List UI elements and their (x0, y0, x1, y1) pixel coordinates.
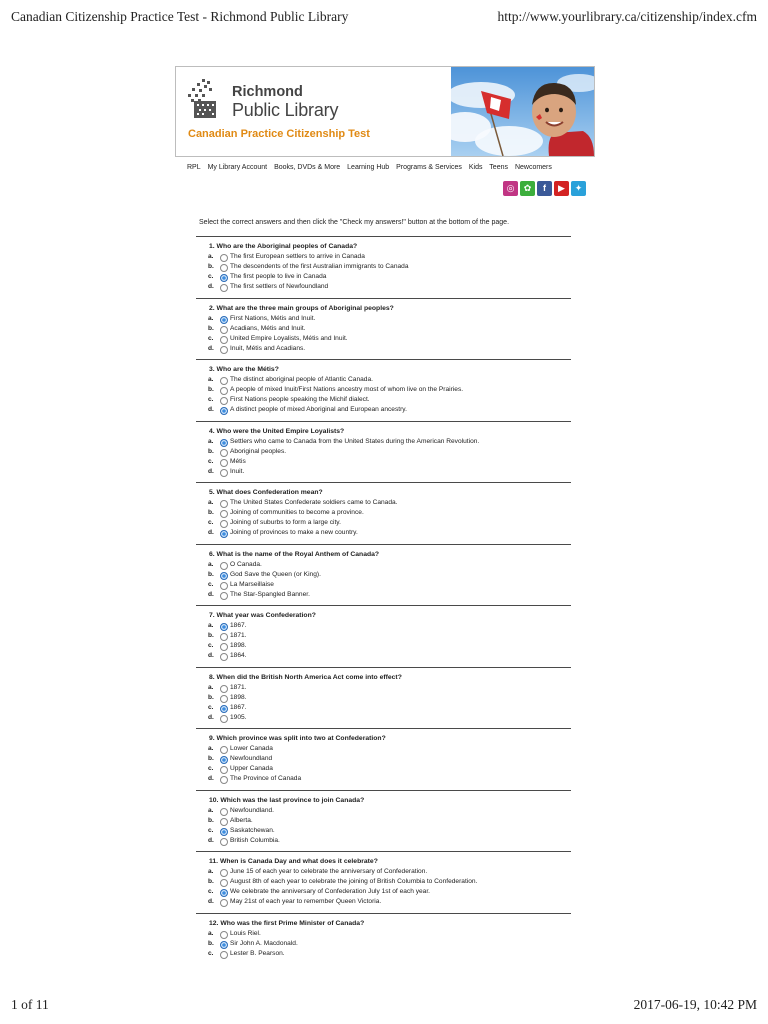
option-letter: a. (208, 683, 214, 691)
radio-button[interactable] (220, 254, 228, 262)
option-text: Aboriginal peoples. (230, 447, 287, 455)
print-header (11, 9, 757, 27)
radio-button[interactable] (220, 633, 228, 641)
question-block (196, 667, 571, 729)
answer-option[interactable] (196, 345, 571, 355)
radio-button[interactable] (220, 346, 228, 354)
question-text: 8. When did the British North America Act come into effect? (209, 673, 402, 681)
answer-option[interactable] (196, 827, 571, 837)
option-letter: b. (208, 632, 214, 639)
print-page-title: Canadian Citizenship Practice Test - Richmond Public Library (11, 9, 349, 24)
radio-button[interactable] (220, 746, 228, 754)
question-block (196, 913, 571, 975)
answer-option[interactable] (196, 755, 571, 765)
option-text: June 15 of each year to celebrate the anniversary of Confederation. (230, 868, 428, 875)
radio-button[interactable] (220, 643, 228, 651)
print-datetime: 2017-06-19, 10:42 PM (633, 997, 757, 1012)
option-text: We celebrate the anniversary of Confederation July 1st of each year. (230, 888, 431, 895)
radio-button[interactable] (220, 397, 228, 405)
question-block (196, 482, 571, 544)
option-letter: d. (208, 652, 214, 659)
radio-button[interactable] (220, 562, 228, 570)
option-letter: a. (208, 745, 214, 752)
answer-option[interactable] (196, 817, 571, 827)
option-letter: a. (208, 560, 214, 568)
wechat-icon[interactable]: ✿ (520, 181, 535, 196)
option-text: Acadians, Métis and Inuit. (230, 324, 306, 332)
option-text: 1898. (230, 693, 247, 701)
option-letter: c. (208, 888, 214, 895)
option-letter: b. (208, 447, 214, 455)
answer-option[interactable] (196, 930, 571, 940)
option-letter: c. (208, 642, 214, 649)
answer-option[interactable] (196, 263, 571, 273)
option-letter: b. (208, 570, 214, 578)
radio-button[interactable] (220, 284, 228, 292)
option-letter: c. (208, 765, 214, 772)
option-text: The first settlers of Newfoundland (230, 283, 329, 290)
option-text: Settlers who came to Canada from the United States during the American Revolution. (230, 437, 480, 445)
option-letter: b. (208, 263, 214, 270)
radio-button[interactable] (220, 459, 228, 467)
answer-option[interactable] (196, 581, 571, 591)
option-letter: a. (208, 499, 214, 506)
answer-option[interactable] (196, 519, 571, 529)
radio-button-selected[interactable] (220, 705, 228, 713)
radio-button-selected[interactable] (220, 941, 228, 949)
nav-item-programs-services[interactable]: Programs & Services (396, 164, 462, 171)
option-text: The United States Confederate soldiers came to Canada. (230, 499, 398, 506)
social-media-links (503, 181, 588, 198)
radio-button[interactable] (220, 818, 228, 826)
answer-option[interactable] (196, 376, 571, 386)
option-text: August 8th of each year to celebrate the joining of British Columbia to Confederation. (230, 878, 478, 885)
banner-photo-child-with-flag (451, 67, 594, 156)
question-text: 5. What does Confederation mean? (209, 489, 323, 496)
question-text: 11. When is Canada Day and what does it celebrate? (209, 858, 378, 865)
option-letter: c. (208, 396, 214, 403)
option-letter: b. (208, 755, 214, 762)
answer-option[interactable] (196, 325, 571, 335)
answer-option[interactable] (196, 684, 571, 694)
radio-button[interactable] (220, 838, 228, 846)
question-block (196, 298, 571, 360)
main-navigation (187, 164, 577, 176)
question-text: 3. Who are the Métis? (209, 366, 279, 373)
option-letter: b. (208, 386, 214, 393)
option-letter: b. (208, 324, 214, 332)
radio-button[interactable] (220, 776, 228, 784)
radio-button[interactable] (220, 510, 228, 518)
radio-button[interactable] (220, 336, 228, 344)
radio-button-selected[interactable] (220, 572, 228, 580)
option-text: The distinct aboriginal people of Atlantic Canada. (230, 376, 373, 383)
answer-option[interactable] (196, 529, 571, 539)
option-text: Newfoundland (230, 755, 273, 762)
radio-button[interactable] (220, 685, 228, 693)
question-text: 9. Which province was split into two at Confederation? (209, 735, 386, 742)
radio-button[interactable] (220, 326, 228, 334)
radio-button[interactable] (220, 951, 228, 959)
answer-option[interactable] (196, 807, 571, 817)
option-text: 1867. (230, 622, 247, 629)
instagram-icon[interactable]: ◎ (503, 181, 518, 196)
option-letter: d. (208, 713, 214, 721)
answer-option[interactable] (196, 878, 571, 888)
radio-button-selected[interactable] (220, 756, 228, 764)
radio-button[interactable] (220, 695, 228, 703)
option-text: United Empire Loyalists, Métis and Inuit. (230, 334, 348, 342)
option-text: Alberta. (230, 816, 253, 824)
question-text: 10. Which was the last province to join Canada? (209, 796, 365, 804)
radio-button-selected[interactable] (220, 828, 228, 836)
print-page-number: 1 of 11 (11, 997, 49, 1012)
answer-option[interactable] (196, 386, 571, 396)
answer-option[interactable] (196, 868, 571, 878)
question-block (196, 851, 571, 913)
answer-option[interactable] (196, 765, 571, 775)
answer-option[interactable] (196, 499, 571, 509)
option-letter: a. (208, 376, 214, 383)
answer-option[interactable] (196, 253, 571, 263)
answer-option[interactable] (196, 898, 571, 908)
answer-option[interactable] (196, 888, 571, 898)
option-text: God Save the Queen (or King). (230, 570, 321, 578)
answer-option[interactable] (196, 642, 571, 652)
option-text: A distinct people of mixed Aboriginal and European ancestry. (230, 406, 407, 413)
radio-button[interactable] (220, 808, 228, 816)
option-text: First Nations, Métis and Inuit. (230, 314, 316, 322)
answer-option[interactable] (196, 396, 571, 406)
radio-button[interactable] (220, 500, 228, 508)
youtube-icon[interactable]: ▶ (554, 181, 569, 196)
option-text: Lester B. Pearson. (230, 949, 285, 957)
question-text: 6. What is the name of the Royal Anthem of Canada? (209, 550, 380, 558)
option-letter: d. (208, 529, 214, 536)
question-text: 12. Who was the first Prime Minister of Canada? (209, 919, 365, 927)
question-block (196, 359, 571, 421)
page-title: Canadian Practice Citizenship Test (188, 128, 370, 140)
option-text: 1871. (230, 683, 247, 691)
option-letter: c. (208, 457, 214, 465)
answer-option[interactable] (196, 704, 571, 714)
option-text: Joining of suburbs to form a large city. (230, 519, 341, 526)
answer-option[interactable] (196, 622, 571, 632)
facebook-icon[interactable]: f (537, 181, 552, 196)
instructions-text: Select the correct answers and then click the "Check my answers!" button at the bottom of the page. (199, 219, 510, 226)
question-text: 1. Who are the Aboriginal peoples of Canada? (209, 243, 358, 250)
option-letter: a. (208, 253, 214, 260)
option-text: Upper Canada (230, 765, 273, 772)
answer-option[interactable] (196, 335, 571, 345)
option-text: Inuit. (230, 467, 245, 475)
question-block (196, 421, 571, 483)
option-letter: b. (208, 693, 214, 701)
question-block (196, 236, 571, 298)
nav-item-newcomers[interactable]: Newcomers (514, 164, 552, 171)
radio-button[interactable] (220, 766, 228, 774)
answer-option[interactable] (196, 714, 571, 724)
option-letter: d. (208, 406, 214, 413)
radio-button-selected[interactable] (220, 439, 228, 447)
radio-button[interactable] (220, 469, 228, 477)
radio-button[interactable] (220, 899, 228, 907)
library-banner (175, 66, 595, 157)
option-text: 1864. (230, 652, 247, 659)
option-text: The Province of Canada (230, 775, 302, 782)
nav-item-books-dvds-more[interactable]: Books, DVDs & More (274, 164, 341, 171)
answer-option[interactable] (196, 315, 571, 325)
radio-button[interactable] (220, 931, 228, 939)
option-letter: b. (208, 878, 214, 885)
radio-button[interactable] (220, 879, 228, 887)
option-letter: a. (208, 437, 214, 445)
option-text: Newfoundland. (230, 806, 274, 814)
option-letter: c. (208, 703, 214, 711)
option-letter: d. (208, 590, 214, 598)
radio-button[interactable] (220, 520, 228, 528)
answer-option[interactable] (196, 940, 571, 950)
twitter-icon[interactable]: ✦ (571, 181, 586, 196)
logo-text-public-library: Public Library (232, 100, 339, 120)
option-letter: b. (208, 939, 214, 947)
option-letter: c. (208, 826, 214, 834)
question-block (196, 605, 571, 667)
option-text: Lower Canada (230, 745, 273, 752)
answer-option[interactable] (196, 273, 571, 283)
radio-button[interactable] (220, 449, 228, 457)
nav-item-kids[interactable]: Kids (468, 164, 483, 171)
option-text: Saskatchewan. (230, 826, 275, 834)
radio-button[interactable] (220, 387, 228, 395)
logo-text-richmond: Richmond (232, 84, 303, 100)
question-block (196, 728, 571, 790)
print-footer (11, 997, 757, 1015)
radio-button-selected[interactable] (220, 316, 228, 324)
answer-option[interactable] (196, 571, 571, 581)
radio-button[interactable] (220, 869, 228, 877)
radio-button-selected[interactable] (220, 274, 228, 282)
question-block (196, 790, 571, 852)
option-letter: b. (208, 816, 214, 824)
option-letter: c. (208, 949, 214, 957)
radio-button-selected[interactable] (220, 407, 228, 415)
option-text: British Columbia. (230, 836, 280, 844)
answer-option[interactable] (196, 509, 571, 519)
option-text: 1867. (230, 703, 247, 711)
radio-button[interactable] (220, 592, 228, 600)
option-text: May 21st of each year to remember Queen Victoria. (230, 898, 382, 905)
question-text: 7. What year was Confederation? (209, 612, 316, 619)
option-letter: b. (208, 509, 214, 516)
option-text: 1871. (230, 632, 247, 639)
radio-button-selected[interactable] (220, 889, 228, 897)
option-letter: d. (208, 467, 214, 475)
option-letter: c. (208, 580, 214, 588)
answer-option[interactable] (196, 561, 571, 571)
option-letter: d. (208, 344, 214, 352)
option-letter: a. (208, 868, 214, 875)
answer-option[interactable] (196, 837, 571, 847)
answer-option[interactable] (196, 438, 571, 448)
answer-option[interactable] (196, 468, 571, 478)
option-text: The first people to live in Canada (230, 273, 327, 280)
answer-option[interactable] (196, 745, 571, 755)
option-letter: a. (208, 929, 214, 937)
radio-button[interactable] (220, 582, 228, 590)
nav-item-rpl[interactable]: RPL (187, 164, 201, 171)
answer-option[interactable] (196, 591, 571, 601)
option-letter: a. (208, 314, 214, 322)
nav-item-teens[interactable]: Teens (489, 164, 508, 171)
answer-option[interactable] (196, 458, 571, 468)
radio-button[interactable] (220, 715, 228, 723)
option-text: A people of mixed Inuit/First Nations ancestry most of whom live on the Prairies. (230, 386, 464, 393)
option-text: Inuit, Métis and Acadians. (230, 344, 306, 352)
nav-item-learning-hub[interactable]: Learning Hub (347, 164, 390, 171)
option-text: The Star-Spangled Banner. (230, 590, 310, 598)
option-letter: d. (208, 775, 214, 782)
option-text: The first European settlers to arrive in Canada (230, 253, 365, 260)
radio-button[interactable] (220, 377, 228, 385)
question-list (196, 236, 571, 974)
print-page-url: http://www.yourlibrary.ca/citizenship/index.cfm (497, 9, 757, 24)
option-letter: d. (208, 283, 214, 290)
option-letter: a. (208, 622, 214, 629)
answer-option[interactable] (196, 632, 571, 642)
option-text: 1898. (230, 642, 247, 649)
answer-option[interactable] (196, 448, 571, 458)
option-text: Sir John A. Macdonald. (230, 939, 298, 947)
question-block (196, 544, 571, 606)
option-letter: c. (208, 273, 214, 280)
answer-option[interactable] (196, 775, 571, 785)
question-text: 2. What are the three main groups of Aboriginal peoples? (209, 304, 394, 312)
answer-option[interactable] (196, 652, 571, 662)
option-text: The descendents of the first Australian immigrants to Canada (230, 263, 409, 270)
option-letter: d. (208, 836, 214, 844)
option-text: Joining of provinces to make a new country. (230, 529, 358, 536)
radio-button[interactable] (220, 653, 228, 661)
option-letter: c. (208, 519, 214, 526)
option-text: O Canada. (230, 560, 262, 568)
option-text: 1905. (230, 713, 247, 721)
question-text: 4. Who were the United Empire Loyalists? (209, 427, 345, 435)
option-text: First Nations people speaking the Michif dialect. (230, 396, 370, 403)
answer-option[interactable] (196, 283, 571, 293)
library-logo-icon (188, 79, 218, 119)
option-text: Louis Riel. (230, 929, 261, 937)
answer-option[interactable] (196, 406, 571, 416)
option-text: Joining of communities to become a province. (230, 509, 364, 516)
option-letter: a. (208, 806, 214, 814)
nav-item-my-library-account[interactable]: My Library Account (207, 164, 268, 171)
answer-option[interactable] (196, 950, 571, 960)
radio-button-selected[interactable] (220, 623, 228, 631)
option-letter: d. (208, 898, 214, 905)
option-letter: c. (208, 334, 214, 342)
option-text: La Marseillaise (230, 580, 274, 588)
radio-button[interactable] (220, 264, 228, 272)
radio-button-selected[interactable] (220, 530, 228, 538)
option-text: Métis (230, 457, 246, 465)
answer-option[interactable] (196, 694, 571, 704)
